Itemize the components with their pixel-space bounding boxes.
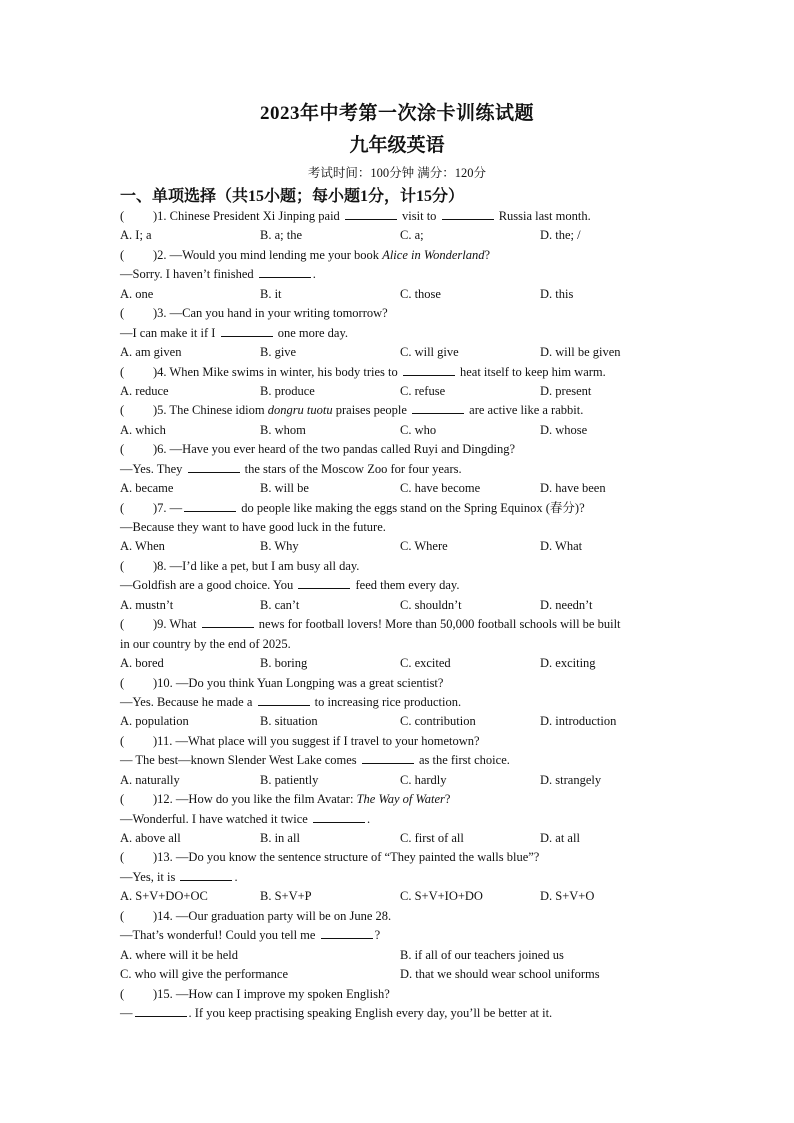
question-15: ( )15. —How can I improve my spoken English? xyxy=(120,986,390,1001)
question-2: ( )2. —Would you mind lending me your book Alice in Wonderland? xyxy=(120,247,491,262)
exam-info: 考试时间：100分钟 满分：120分 xyxy=(307,166,487,180)
question-3: ( )3. —Can you hand in your writing tomorrow? xyxy=(120,306,388,321)
options-14-row1: A. where will it be held B. if all of our teachers joined us xyxy=(120,947,564,962)
options-6: A. became B. will be C. have become D. have been xyxy=(120,481,606,496)
answer-blank xyxy=(180,868,232,881)
exam-title: 2023年中考第一次涂卡训练试题 xyxy=(259,103,534,124)
question-10: ( )10. —Do you think Yuan Longping was a great scientist? xyxy=(120,675,444,690)
question-8: ( )8. —I’d like a pet, but I am busy all day. xyxy=(120,558,360,573)
reply-15: — . If you keep practising speaking English every day, you’ll be better at it. xyxy=(120,1005,553,1020)
question-11: ( )11. —What place will you suggest if I travel to your hometown? xyxy=(120,733,480,748)
options-8: A. mustn’t B. can’t C. shouldn’t D. needn’t xyxy=(120,597,593,612)
question-1: ( )1. Chinese President Xi Jinping paid visit to Russia last month. xyxy=(120,209,591,223)
answer-blank xyxy=(135,1004,187,1017)
options-4: A. reduce B. produce C. refuse D. present xyxy=(120,383,592,398)
options-10: A. population B. situation C. contribution D. introduction xyxy=(120,714,617,729)
options-2: A. one B. it C. those D. this xyxy=(120,286,574,301)
question-9: ( )9. What news for football lovers! More than 50,000 football schools will be built xyxy=(120,617,621,632)
reply-6: —Yes. They the stars of the Moscow Zoo for four years. xyxy=(120,461,462,476)
options-5: A. which B. whom C. who D. whose xyxy=(120,422,588,437)
answer-blank xyxy=(412,401,464,414)
options-3: A. am given B. give C. will give D. will be given xyxy=(120,345,621,360)
options-11: A. naturally B. patiently C. hardly D. strangely xyxy=(120,772,602,787)
reply-13: —Yes, it is . xyxy=(120,869,238,884)
question-5: ( )5. The Chinese idiom dongru tuotu praises people are active like a rabbit. xyxy=(120,403,584,418)
options-14-row2: C. who will give the performance D. that we should wear school uniforms xyxy=(120,967,600,982)
question-12: ( )12. —How do you like the film Avatar: The Way of Water? xyxy=(120,792,451,807)
reply-11: — The best—known Slender West Lake comes as the first choice. xyxy=(120,753,510,768)
answer-blank xyxy=(259,265,311,278)
reply-8: —Goldfish are a good choice. You feed them every day. xyxy=(120,578,460,593)
answer-blank xyxy=(298,576,350,589)
answer-blank xyxy=(321,926,373,939)
answer-blank xyxy=(258,693,310,706)
question-6: ( )6. —Have you ever heard of the two pandas called Ruyi and Dingding? xyxy=(120,442,516,457)
answer-blank xyxy=(184,499,236,512)
question-4: ( )4. When Mike swims in winter, his body tries to heat itself to keep him warm. xyxy=(120,364,606,379)
answer-blank xyxy=(403,363,455,376)
reply-2: —Sorry. I haven’t finished . xyxy=(120,267,316,282)
answer-blank xyxy=(221,324,273,337)
reply-10: —Yes. Because he made a to increasing rice production. xyxy=(120,694,462,709)
options-1: A. I; a B. a; the C. a; D. the; / xyxy=(120,228,581,243)
options-7: A. When B. Why C. Where D. What xyxy=(120,539,583,554)
answer-blank xyxy=(202,615,254,628)
exam-subtitle: 九年级英语 xyxy=(349,135,445,156)
section-title: 一、单项选择（共15小题；每小题1分，计15分） xyxy=(120,188,465,205)
answer-blank xyxy=(362,751,414,764)
question-list xyxy=(120,207,680,1023)
reply-12: —Wonderful. I have watched it twice . xyxy=(120,811,371,826)
reply-7: —Because they want to have good luck in the future. xyxy=(120,520,386,534)
question-14: ( )14. —Our graduation party will be on June 28. xyxy=(120,908,392,923)
options-13: A. S+V+DO+OC B. S+V+P C. S+V+IO+DO D. S+V+O xyxy=(120,889,595,904)
answer-blank xyxy=(188,460,240,473)
question-7: ( )7. — do people like making the eggs stand on the Spring Equinox (春分)? xyxy=(120,500,585,515)
answer-blank xyxy=(313,810,365,823)
question-13: ( )13. —Do you know the sentence structure of “They painted the walls blue”? xyxy=(120,850,540,865)
options-12: A. above all B. in all C. first of all D. at all xyxy=(120,831,580,845)
options-9: A. bored B. boring C. excited D. exciting xyxy=(120,656,596,671)
answer-blank xyxy=(345,207,397,220)
answer-blank xyxy=(442,207,494,220)
reply-3: —I can make it if I one more day. xyxy=(120,325,349,340)
reply-14: —That’s wonderful! Could you tell me ? xyxy=(120,928,381,943)
question-9-cont: in our country by the end of 2025. xyxy=(120,636,291,651)
